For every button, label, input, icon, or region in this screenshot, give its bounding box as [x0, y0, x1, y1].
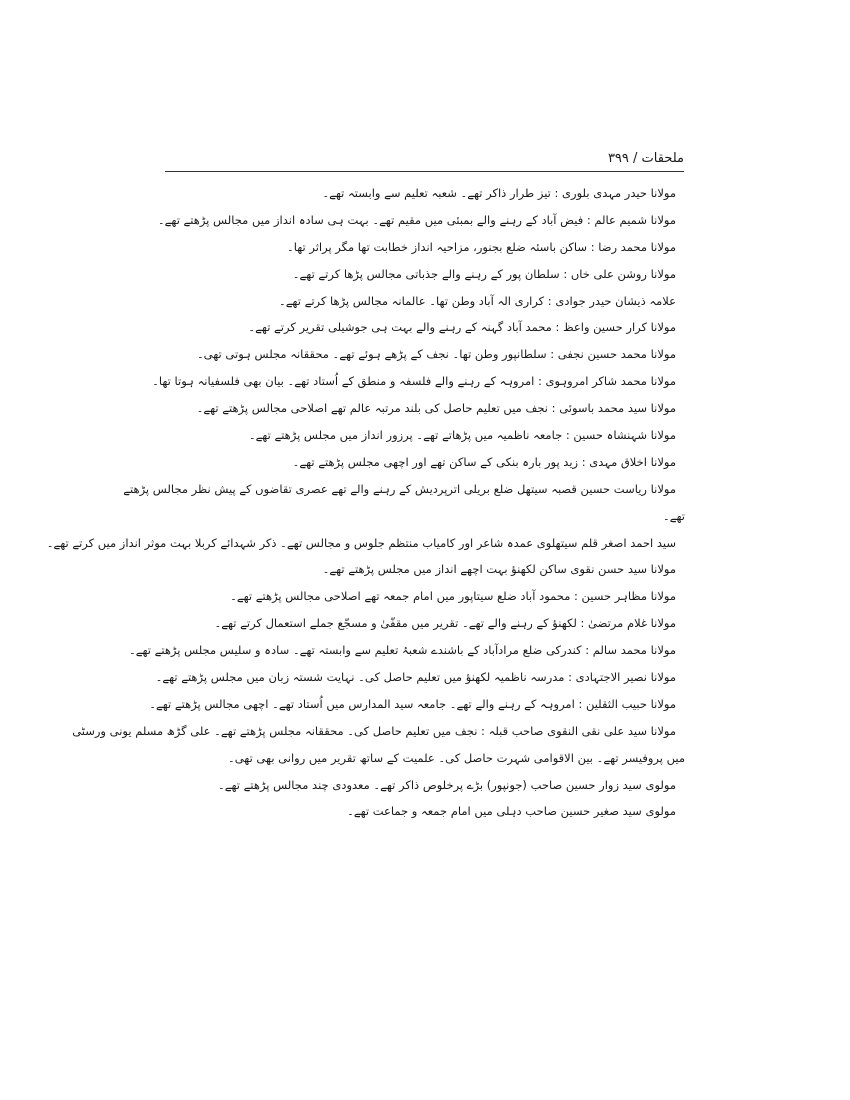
text-line: مولانا سید حسن نقوی ساکن لکھنؤ بہت اچھے انداز میں مجلس پڑھتے تھے۔	[322, 562, 676, 577]
text-line: مولانا روشن علی خاں : سلطان پور کے رہنے والے جذباتی مجالس پڑھا کرتے تھے۔	[292, 266, 676, 281]
text-line: مولوی سید صغیر حسین صاحب دہلی میں امام جمعہ و جماعت تھے۔	[347, 804, 676, 819]
text-line: مولانا شہنشاہ حسین : جامعہ ناظمیہ میں پڑھاتے تھے۔ پرزور انداز میں مجلس پڑھتے تھے۔	[248, 428, 676, 443]
text-line: مولانا حیدر مہدی بلوری : تیز طرار ذاکر تھے۔ شعبہ تعلیم سے وابستہ تھے۔	[322, 186, 676, 200]
text-line: مولانا محمد رضا : ساکن باسئہ ضلع بجنور، مزاحیہ انداز خطابت تھا مگر پراثر تھا۔	[286, 239, 676, 254]
text-line: مولانا کرار حسین واعظ : محمد آباد گہنہ کے رہنے والے بہت ہی جوشیلی تقریر کرتے تھے۔	[248, 320, 676, 335]
text-line: مولانا محمد سالم : کندرکی ضلع مرادآباد کے باشندے شعبۂ تعلیم سے وابستہ تھے۔ سادہ و سلیس مجلس پڑھتے تھے۔	[128, 643, 676, 658]
text-line: مولانا سید علی نقی النقوی صاحب قبلہ : نجف میں تعلیم حاصل کی۔ محققانہ مجلس پڑھتے تھے۔ علی گڑھ مسلم یونی ورسٹی	[72, 723, 676, 738]
text-line: علامہ ذیشان حیدر جوادی : کراری الہ آباد وطن تھا۔ عالمانہ مجالس پڑھا کرتے تھے۔	[278, 293, 676, 308]
text-line: مولانا محمد حسین نجفی : سلطانپور وطن تھا۔ نجف کے پڑھے ہوئے تھے۔ محققانہ مجلس ہوتی تھی۔	[196, 347, 676, 362]
text-line: مولانا حبیب الثقلین : امروہہ کے رہنے والے تھے۔ جامعہ سید المدارس میں اُستاد تھے۔ اچھی مجالس پڑھتے تھے۔	[149, 696, 676, 711]
text-line: مولانا سید محمد باسوئی : نجف میں تعلیم حاصل کی بلند مرتبہ عالم تھے اصلاحی مجالس پڑھتے تھے۔	[196, 401, 676, 416]
header-rule	[165, 171, 684, 172]
text-line: مولانا شمیم عالم : فیض آباد کے رہنے والے بمبئی میں مقیم تھے۔ بہت ہی سادہ انداز میں مجالس پڑھتے تھے۔	[157, 212, 676, 227]
text-line: مولانا اخلاق مہدی : زید پور بارہ بنکی کے ساکن تھے اور اچھی مجلس پڑھتے تھے۔	[292, 454, 676, 469]
page-body	[46, 180, 685, 825]
page-header	[165, 150, 684, 172]
text-line: مولانا نصیر الاجتہادی : مدرسہ ناظمیہ لکھنؤ میں تعلیم حاصل کی۔ نہایت شستہ زبان میں مجلس پڑھتے تھے۔	[155, 670, 676, 685]
text-line: تھے۔	[663, 508, 685, 523]
text-line: مولانا محمد شاکر امروہوی : امروہہ کے رہنے والے فلسفہ و منطق کے اُستاد تھے۔ بیان بھی فلسفیانہ ہوتا تھا۔	[152, 374, 676, 389]
text-line: مولانا ریاست حسین قصبہ سیتھل ضلع بریلی اترپردیش کے رہنے والے تھے عصری تقاضوں کے پیش نظر مجالس پڑھتے	[123, 481, 676, 496]
text-line: مولانا مظاہر حسین : محمود آباد ضلع سیتاپور میں امام جمعہ تھے اصلاحی مجالس پڑھتے تھے۔	[230, 589, 676, 604]
text-line: میں پروفیسر تھے۔ بین الاقوامی شہرت حاصل کی۔ علمیت کے ساتھ تقریر میں روانی بھی تھی۔	[227, 750, 685, 765]
text-line: مولانا غلام مرتضیٰ : لکھنؤ کے رہنے والے تھے۔ تقریر میں مقفّیٰ و مسجّع جملے استعمال کرتے تھے۔	[214, 616, 676, 631]
text-line: سید احمد اصغر قلم سیتھلوی عمدہ شاعر اور کامیاب منتظم جلوس و مجالس تھے۔ ذکر شہدائے کربلا بہت موثر انداز میں کرتے تھے۔	[46, 535, 676, 550]
running-head: ملحقات / ۳۹۹	[607, 151, 684, 166]
text-line: مولوی سید زوار حسین صاحب (جونپور) بڑے پرخلوص ذاکر تھے۔ معدودی چند مجالس پڑھتے تھے۔	[218, 777, 676, 792]
